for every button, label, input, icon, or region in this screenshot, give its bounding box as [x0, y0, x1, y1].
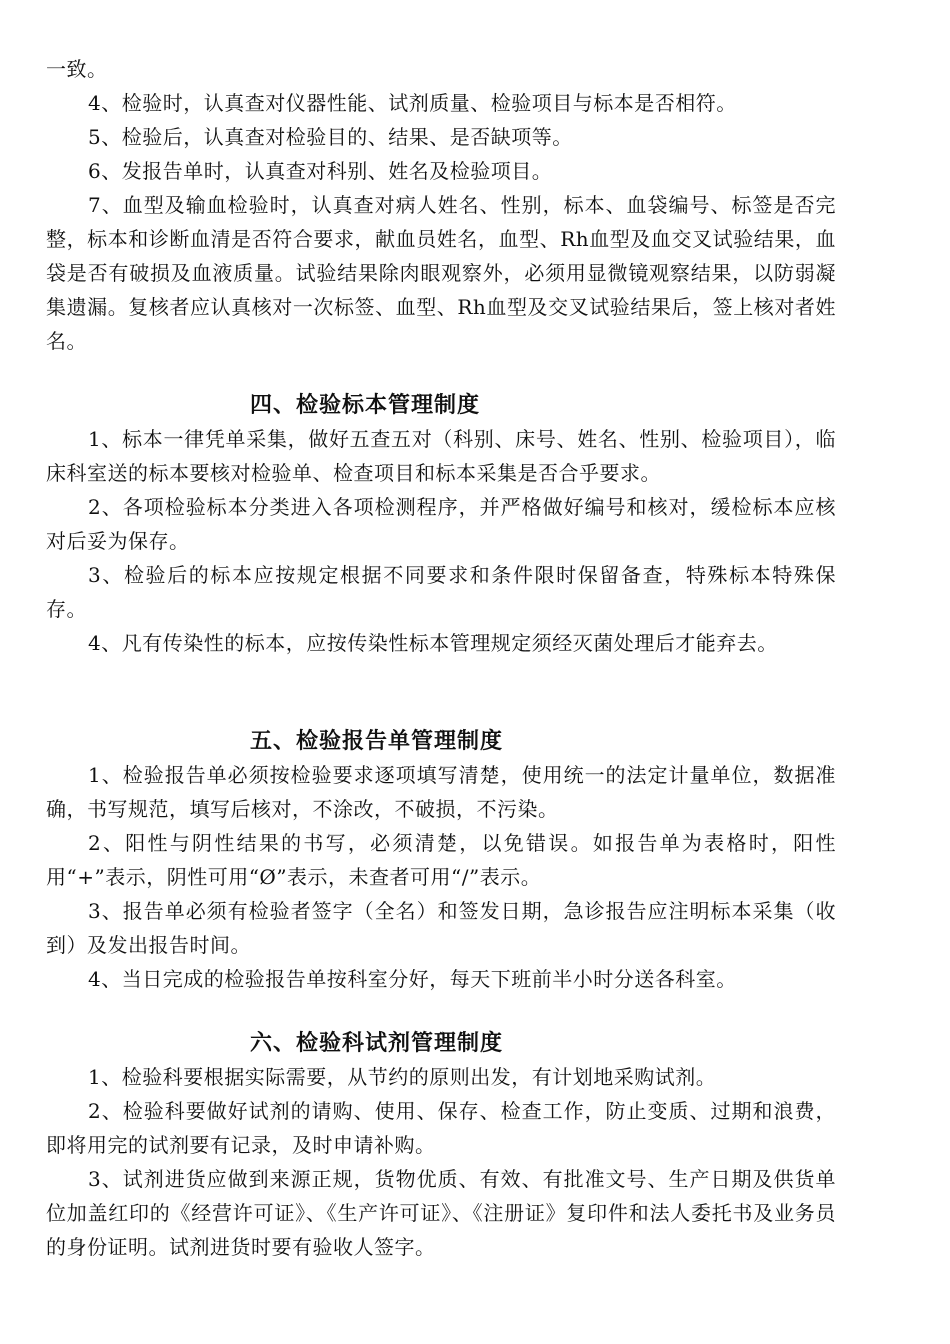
- section-heading: 六、检验科试剂管理制度: [250, 1030, 504, 1056]
- paragraph: 4、当日完成的检验报告单按科室分好，每天下班前半小时分送各科室。: [88, 967, 737, 991]
- spacer: [46, 996, 836, 1026]
- paragraph: 5、检验后，认真查对检验目的、结果、是否缺项等。: [88, 125, 573, 149]
- paragraph: 7、血型及输血检验时，认真查对病人姓名、性别，标本、血袋编号、标签是否完整，标本和诊断血清是否符合要求，献血员姓名，血型、Rh血型及血交叉试验结果，血袋是否有破损及血液质量。试验结果除肉眼观察外，必须用显微镜观察结果，以防弱凝集遗漏。复核者应认真核对一次标签、血型、Rh血型及交叉试验结果后，签上核对者姓名。: [46, 193, 836, 353]
- document-page: [46, 52, 836, 1264]
- paragraph: 3、报告单必须有检验者签字（全名）和签发日期，急诊报告应注明标本采集（收到）及发出报告时间。: [46, 899, 836, 957]
- paragraph: 1、标本一律凭单采集，做好五查五对（科别、床号、姓名、性别、检验项目），临床科室送的标本要核对检验单、检查项目和标本采集是否合乎要求。: [46, 427, 836, 485]
- spacer: [46, 660, 836, 724]
- section-heading: 四、检验标本管理制度: [250, 392, 481, 418]
- paragraph: 4、检验时，认真查对仪器性能、试剂质量、检验项目与标本是否相符。: [88, 91, 737, 115]
- paragraph: 4、凡有传染性的标本，应按传染性标本管理规定须经灭菌处理后才能弃去。: [88, 631, 778, 655]
- continuation-text: 一致。: [46, 57, 108, 81]
- spacer: [46, 358, 836, 388]
- paragraph: 1、检验报告单必须按检验要求逐项填写清楚，使用统一的法定计量单位，数据准确，书写规范，填写后核对，不涂改，不破损，不污染。: [46, 763, 836, 821]
- paragraph: 1、检验科要根据实际需要，从节约的原则出发，有计划地采购试剂。: [88, 1065, 717, 1089]
- paragraph: 2、阳性与阴性结果的书写，必须清楚，以免错误。如报告单为表格时，阳性用“+”表示，阴性可用“Ø”表示，未查者可用“/”表示。: [46, 831, 836, 889]
- paragraph: 3、检验后的标本应按规定根据不同要求和条件限时保留备查，特殊标本特殊保存。: [46, 563, 836, 621]
- paragraph: 6、发报告单时，认真查对科别、姓名及检验项目。: [88, 159, 553, 183]
- section-heading: 五、检验报告单管理制度: [250, 728, 504, 754]
- paragraph: 2、检验科要做好试剂的请购、使用、保存、检查工作，防止变质、过期和浪费，即将用完的试剂要有记录，及时申请补购。: [46, 1099, 836, 1157]
- paragraph: 3、试剂进货应做到来源正规，货物优质、有效、有批准文号、生产日期及供货单位加盖红印的《经营许可证》、《生产许可证》、《注册证》复印件和法人委托书及业务员的身份证明。试剂进货时要有验收人签字。: [46, 1167, 836, 1259]
- paragraph: 2、各项检验标本分类进入各项检测程序，并严格做好编号和核对，缓检标本应核对后妥为保存。: [46, 495, 836, 553]
